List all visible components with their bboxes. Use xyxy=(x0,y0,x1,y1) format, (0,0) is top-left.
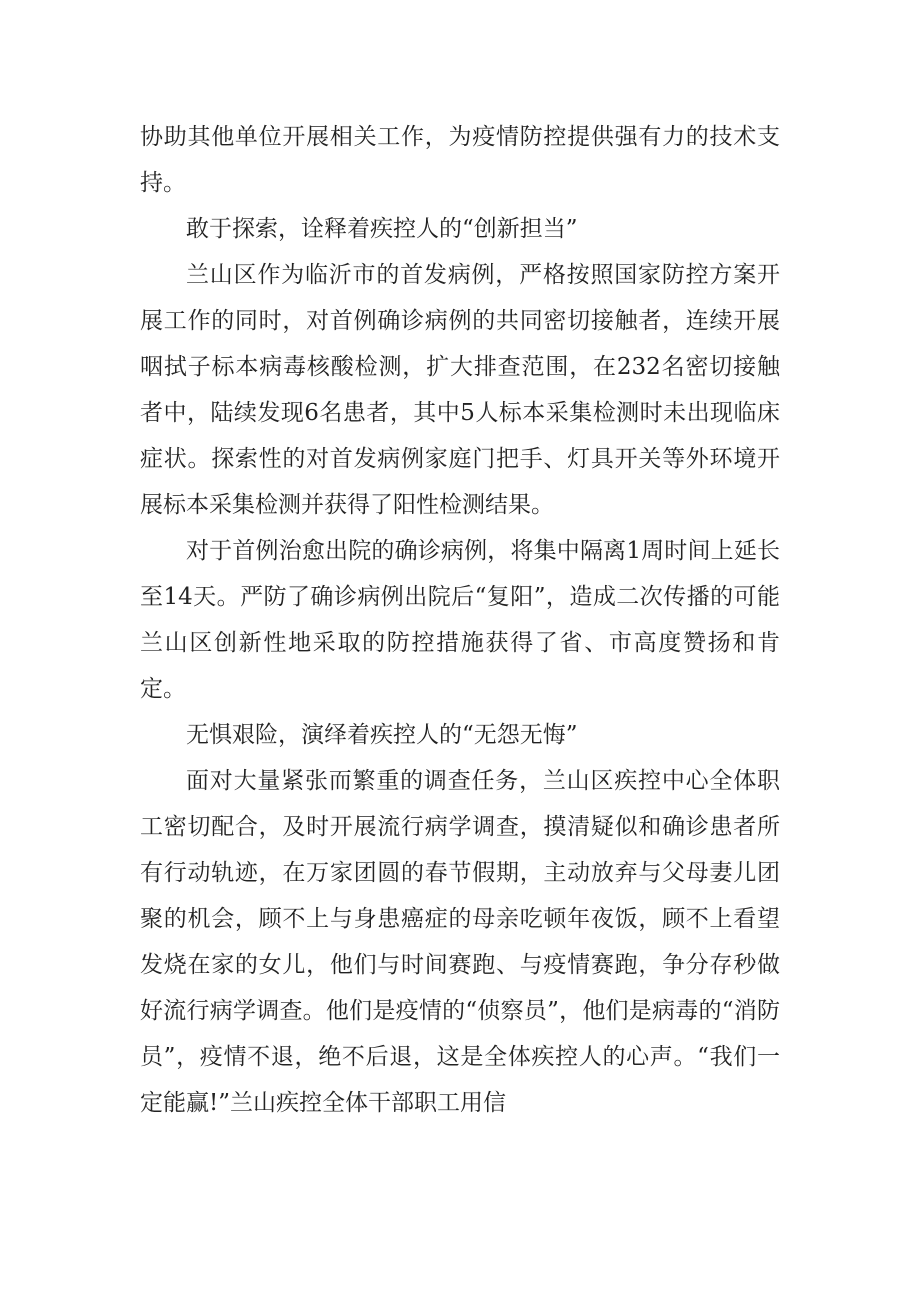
section-heading-innovation: 敢于探索，诠释着疾控人的“创新担当” xyxy=(186,216,578,242)
paragraph-first-case: 兰山区作为临沂市的首发病例，严格按照国家防控方案开展工作的同时，对首例确诊病例的共同密切接触者，连续开展咽拭子标本病毒核酸检测，扩大排查范围，在232名密切接触者中，陆续发现6名患者，其中5人标本采集检测时未出现临床症状。探索性的对首发病例家庭门把手、灯具开关等外环境开展标本采集检测并获得了阳性检测结果。 xyxy=(140,262,780,518)
section-heading-fearless: 无惧艰险，演绎着疾控人的“无怨无悔” xyxy=(186,722,578,748)
paragraph-continuation: 协助其他单位开展相关工作，为疫情防控提供强有力的技术支持。 xyxy=(140,124,780,196)
paragraph-quarantine: 对于首例治愈出院的确诊病例，将集中隔离1周时间上延长至14天。严防了确诊病例出院后“复阳”，造成二次传播的可能兰山区创新性地采取的防控措施获得了省、市高度赞扬和肯定。 xyxy=(140,538,780,702)
paragraph-investigation: 面对大量紧张而繁重的调查任务，兰山区疾控中心全体职工密切配合，及时开展流行病学调查，摸清疑似和确诊患者所有行动轨迹，在万家团圆的春节假期，主动放弃与父母妻儿团聚的机会，顾不上与身患癌症的母亲吃顿年夜饭，顾不上看望发烧在家的女儿，他们与时间赛跑、与疫情赛跑，争分存秒做好流行病学调查。他们是疫情的“侦察员”，他们是病毒的“消防员”，疫情不退，绝不后退，这是全体疾控人的心声。“我们一定能赢!”兰山疾控全体干部职工用信 xyxy=(140,768,780,1116)
document-body xyxy=(140,114,780,1126)
